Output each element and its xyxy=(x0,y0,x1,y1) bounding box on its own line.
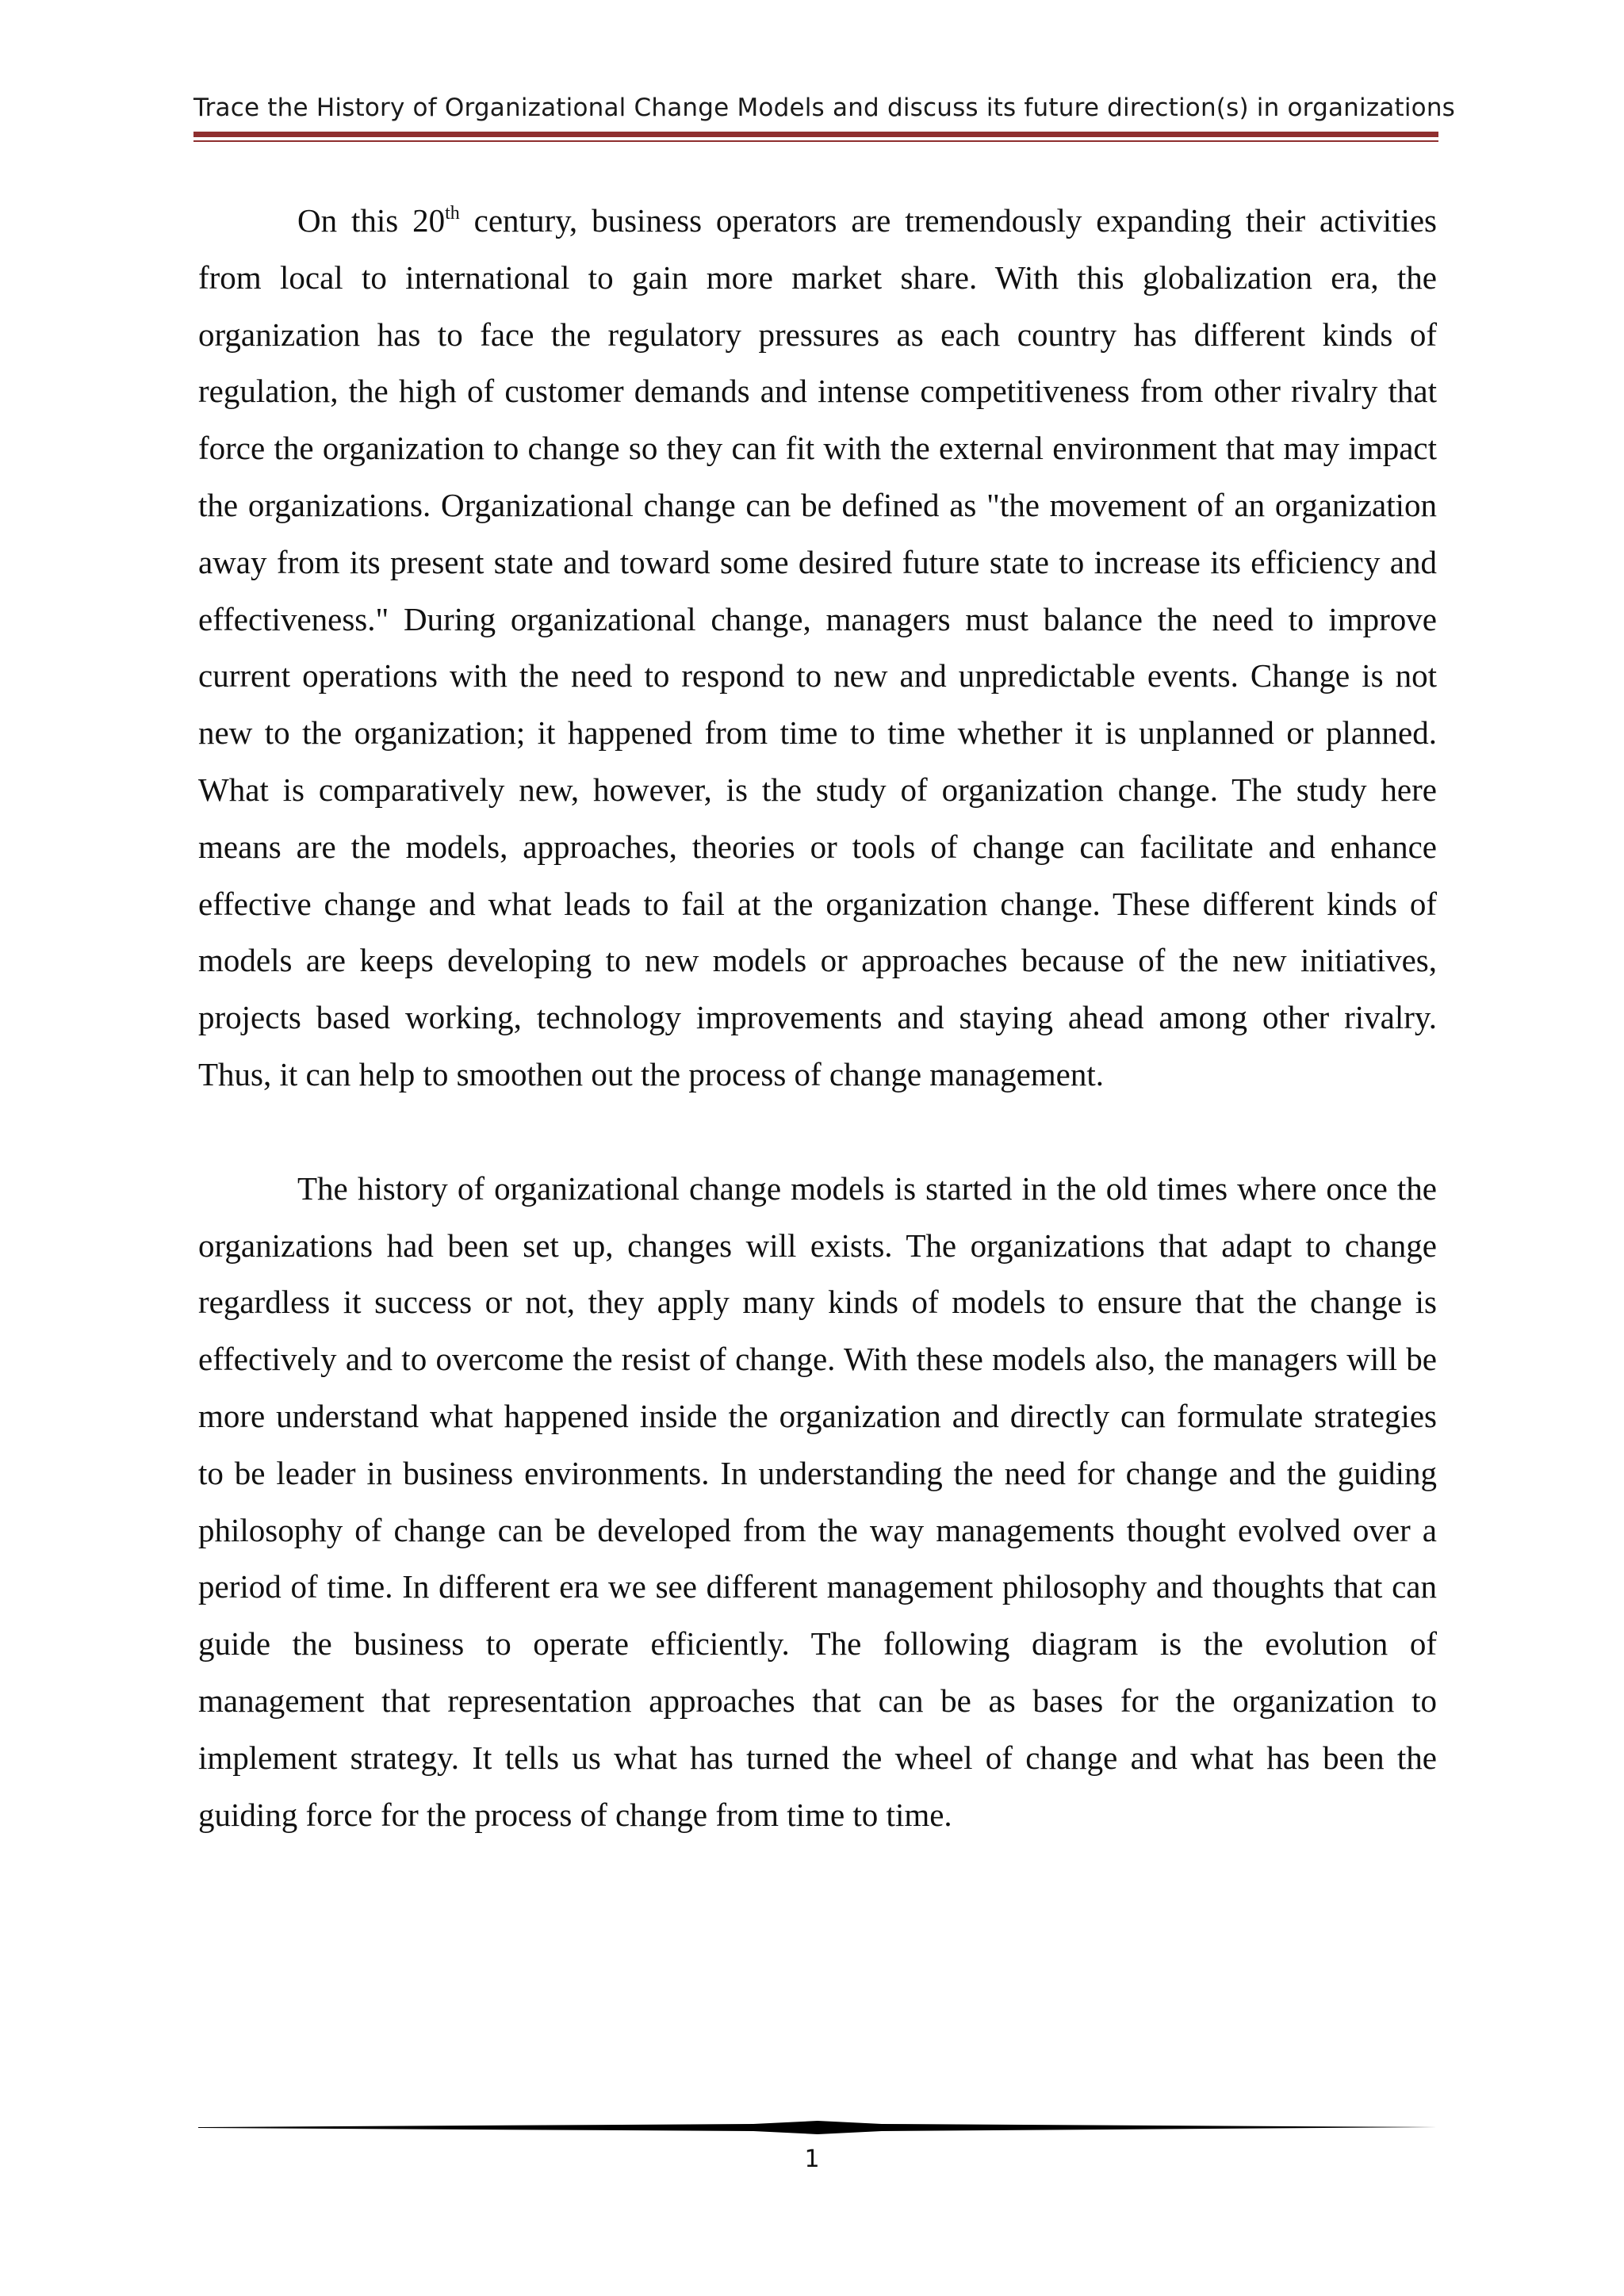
paragraph-history-text: The history of organizational change models is started in the old times where once the organizations had been set up, changes will exists. The organizations that adapt to change regardless it success or not, they apply many kinds of models to ensure that the change is effectively and to overcome the resist of change. With these models also, the managers will be more understand what happened inside the organization and directly can formulate strategies to be leader in business environments. In understanding the need for change and the guiding philosophy of change can be developed from the way managements thought evolved over a period of time. In different era we see different management philosophy and thoughts that can guide the business to operate efficiently. The following diagram is the evolution of management that representation approaches that can be as bases for the organization to implement strategy. It tells us what has turned the wheel of change and what has been the guiding force for the process of change from time to time. xyxy=(198,1169,1437,1833)
footer-rule xyxy=(198,2121,1437,2138)
page-number: 1 xyxy=(804,2145,820,2173)
running-header: Trace the History of Organizational Change Models and discuss its future direction(s) in organizations xyxy=(193,94,1456,122)
paragraph-intro-lead: On this 20 xyxy=(297,202,446,239)
paragraph-history xyxy=(198,1161,1437,1844)
paragraph-intro xyxy=(198,193,1437,1104)
header-rule xyxy=(193,132,1438,137)
header-rule-thin xyxy=(193,140,1438,142)
body-text xyxy=(198,193,1437,1843)
ordinal-superscript: th xyxy=(445,203,460,224)
paragraph-intro-text: century, business operators are tremendously expanding their activities from local to international to gain more market share. With this globalization era, the organization has to face the regulatory pressures as each country has different kinds of regulation, the high of customer demands and intense competitiveness from other rivalry that force the organization to change so they can fit with the external environment that may impact the organizations. Organizational change can be defined as "the movement of an organization away from its present state and toward some desired future state to increase its efficiency and effectiveness." During organizational change, managers must balance the need to improve current operations with the need to respond to new and unpredictable events. Change is not new to the organization; it happened from time to time whether it is unplanned or planned. What is comparatively new, however, is the study of organization change. The study here means are the models, approaches, theories or tools of change can facilitate and enhance effective change and what leads to fail at the organization change. These different kinds of models are keeps developing to new models or approaches because of the new initiatives, projects based working, technology improvements and staying ahead among other rivalry. Thus, it can help to smoothen out the process of change management. xyxy=(198,202,1437,1093)
